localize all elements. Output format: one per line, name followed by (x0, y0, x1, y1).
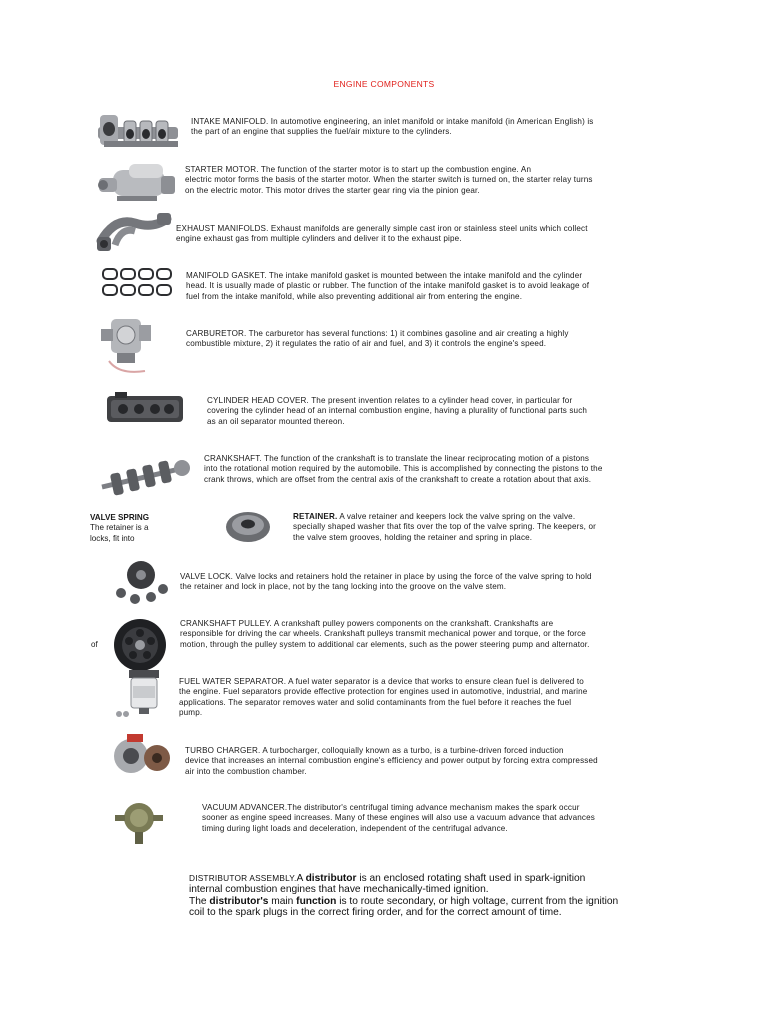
stray-of-text: of (91, 640, 98, 649)
crankshaft-pulley-text: CRANKSHAFT PULLEY. A crankshaft pulley powers components on the crankshaft. Crankshafts are responsible for driving the car wheels. Crankshaft pulleys transmit mechanical power and torque, or the force motion, through the pulley system to additional car elements, such as the power steering pump and alternator. (180, 619, 590, 649)
distributor-heading: DISTRIBUTOR ASSEMBLY. (189, 873, 297, 883)
crankshaft-icon (98, 453, 192, 499)
manifold-gasket-icon (100, 267, 174, 299)
exhaust-manifold-icon (95, 211, 173, 253)
valve-lock-icon (111, 557, 171, 607)
valve-lock-text: VALVE LOCK. Valve locks and retainers hold the retainer in place by using the force of the valve spring to hold the retainer and lock in place, not by the tang locking into the groove on the valve stem. (180, 572, 592, 592)
intake-manifold-icon (94, 107, 184, 153)
crankshaft-pulley-icon (112, 617, 168, 673)
fuel-water-separator-text: FUEL WATER SEPARATOR. A fuel water separator is a device that works to ensure clean fuel is delivered to the engine. Fuel separators provide effective protection for engines used in automotive, industrial, and marine applications. The separator removes water and solid contaminants from the fuel before it reaches the fuel pump. (179, 677, 588, 717)
manifold-gasket-text: MANIFOLD GASKET. The intake manifold gasket is mounted between the intake manifold and the cylinder head. It is usually made of plastic or rubber. The function of the intake manifold gasket is to avoid leakage of fuel from the intake manifold, while also preventing additional air from entering the engine. (186, 271, 590, 301)
starter-motor-text: STARTER MOTOR. The function of the starter motor is to start up the combustion engine. An electric motor forms the basis of the starter motor. When the starter switch is turned on, the starter relay turns on the electric motor. This motor drives the starter gear ring via the pinion gear. (185, 165, 593, 195)
intake-manifold-text: INTAKE MANIFOLD. In automotive engineering, an inlet manifold or intake manifold (in American English) is the part of an engine that supplies the fuel/air mixture to the cylinders. (191, 117, 594, 137)
carburetor-text: CARBURETOR. The carburetor has several functions: 1) it combines gasoline and air creating a highly combustible mixture, 2) it regulates the ratio of air and fuel, and 3) it controls the engine's speed. (186, 329, 569, 349)
carburetor-icon (99, 311, 159, 377)
retainer-text: RETAINER. A valve retainer and keepers lock the valve spring on the valve. specially shaped washer that fits over the top of the valve spring. The keepers, or the valve stem grooves, holding the retainer and spring in place. (293, 512, 596, 542)
crankshaft-text: CRANKSHAFT. The function of the crankshaft is to translate the linear reciprocating motion of a pistons into the rotational motion required by the automobile. This is accomplished by connecting the pistons to the crank throws, which are offset from the central axis of the crankshaft to create a rotation about that axis. (204, 454, 603, 484)
valve-retainer-icon (224, 509, 272, 545)
turbo-charger-icon (111, 732, 173, 780)
vacuum-advancer-text: VACUUM ADVANCER.The distributor's centrifugal timing advance mechanism makes the spark occur sooner as engine speed increases. Many of these engines will also use a vacuum advance that advances timing during light loads and deceleration, independent of the centrifugal advance. (202, 803, 595, 833)
turbo-charger-text: TURBO CHARGER. A turbocharger, colloquially known as a turbo, is a turbine-driven forced induction device that increases an internal combustion engine's efficiency and power output by forcing extra compressed air into the combustion chamber. (185, 746, 598, 776)
starter-motor-icon (93, 162, 179, 206)
vacuum-advance-icon (113, 796, 165, 848)
exhaust-manifold-text: EXHAUST MANIFOLDS. Exhaust manifolds are generally simple cast iron or stainless steel units which collect engine exhaust gas from multiple cylinders and deliver it to the exhaust pipe. (176, 224, 588, 244)
cylinder-head-cover-text: CYLINDER HEAD COVER. The present invention relates to a cylinder head cover, in particular for covering the cylinder head of an internal combustion engine, having a plurality of functional parts such as an oil separator mounted thereon. (207, 396, 588, 426)
distributor-assembly-text: DISTRIBUTOR ASSEMBLY.A distributor is an enclosed rotating shaft used in spark-ignition internal combustion engines that have mechanically-timed ignition. The distributor's main function is to route secondary, or high voltage, current from the ignition coil to the spark plugs in the correct firing order, and for the correct amount of time. (189, 873, 619, 919)
valve-spring-heading: VALVE SPRING (90, 513, 150, 522)
page-title: ENGINE COMPONENTS (333, 79, 435, 89)
cylinder-head-cover-icon (105, 390, 185, 428)
fuel-water-separator-icon (113, 668, 173, 720)
valve-spring-text: VALVE SPRING The retainer is a locks, fit into (90, 513, 150, 543)
